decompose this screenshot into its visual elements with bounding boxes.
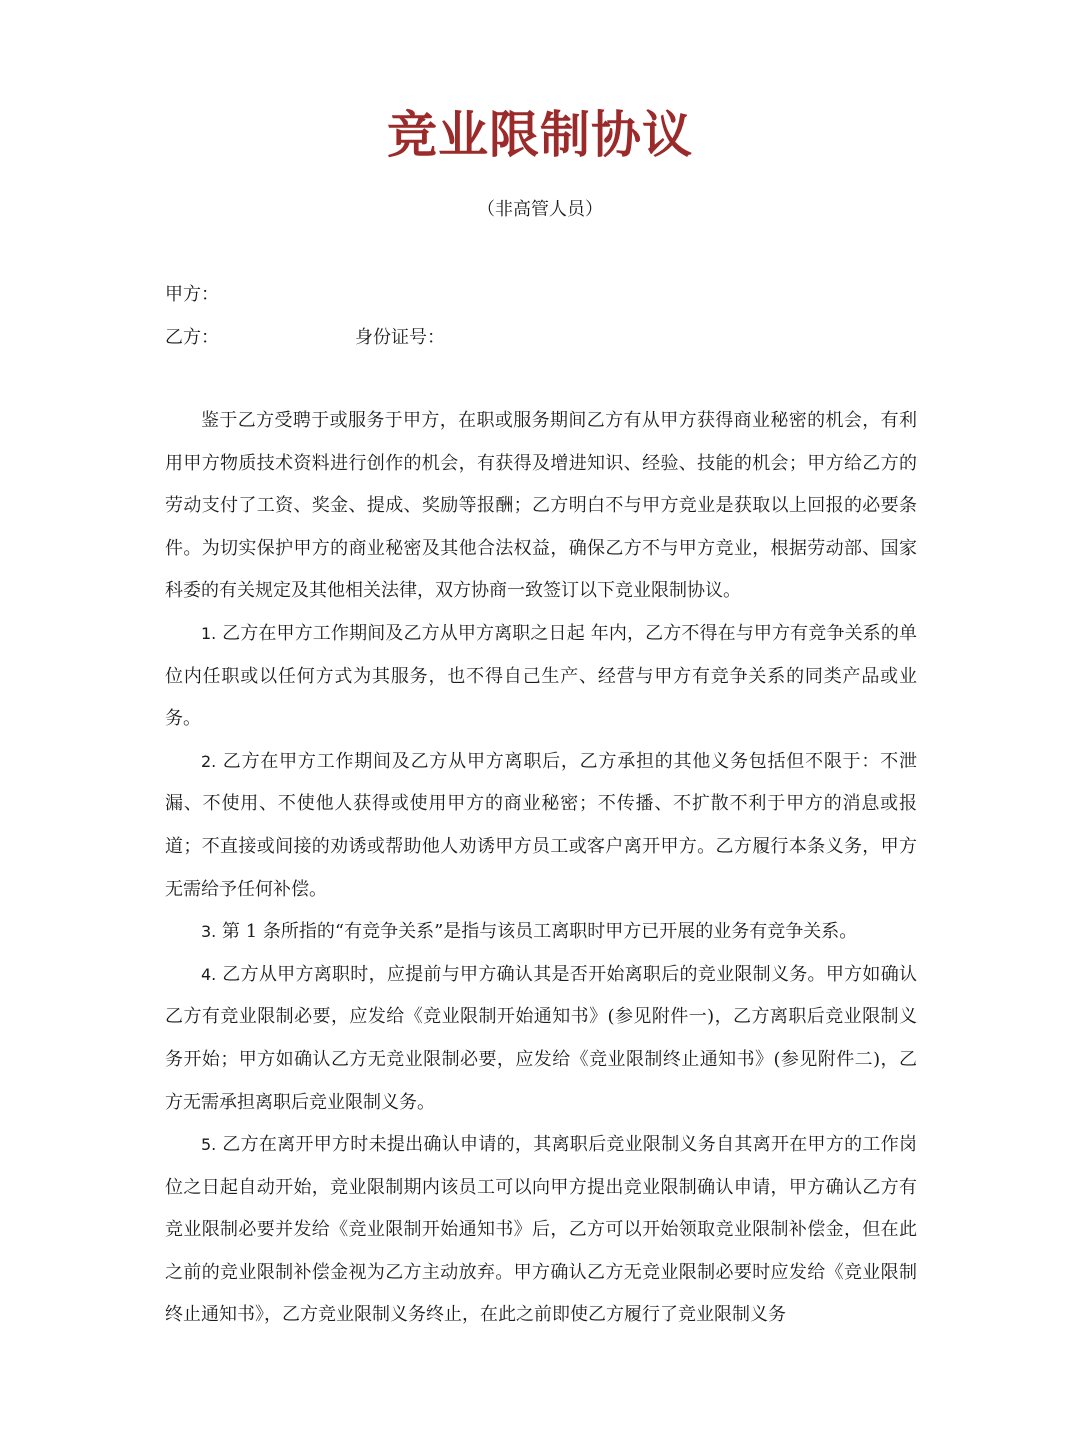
clause-number: 1.	[201, 623, 217, 643]
document-body	[165, 400, 917, 1337]
party-a-label: 甲方：	[165, 284, 219, 305]
clause-text: 第 1 条所指的“有竞争关系”是指与该员工离职时甲方已开展的业务有竞争关系。	[222, 921, 858, 943]
clause-text: 乙方在甲方工作期间及乙方从甲方离职之日起 年内，乙方不得在与甲方有竞争关系的单位内任职或以任何方式为其服务，也不得自己生产、经营与甲方有竞争关系的同类产品或业务。	[165, 622, 917, 730]
clause-4	[165, 954, 917, 1124]
preamble-paragraph: 鉴于乙方受聘于或服务于甲方，在职或服务期间乙方有从甲方获得商业秘密的机会，有利用甲方物质技术资料进行创作的机会，有获得及增进知识、经验、技能的机会；甲方给乙方的劳动支付了工资、奖金、提成、奖励等报酬；乙方明白不与甲方竞业是获取以上回报的必要条件。为切实保护甲方的商业秘密及其他合法权益，确保乙方不与甲方竞业，根据劳动部、国家科委的有关规定及其他相关法律，双方协商一致签订以下竞业限制协议。	[165, 410, 917, 602]
document-subtitle: （非高管人员）	[477, 199, 603, 220]
clause-5	[165, 1124, 917, 1337]
party-b-label: 乙方：	[165, 327, 219, 348]
clause-3	[165, 911, 917, 954]
clause-2	[165, 741, 917, 911]
clause-text: 乙方在甲方工作期间及乙方从甲方离职后，乙方承担的其他义务包括但不限于：不泄漏、不使用、不使他人获得或使用甲方的商业秘密；不传播、不扩散不利于甲方的消息或报道；不直接或间接的劝诱或帮助他人劝诱甲方员工或客户离开甲方。乙方履行本条义务，甲方无需给予任何补偿。	[165, 750, 917, 900]
document-title: 竞业限制协议	[387, 106, 693, 164]
clause-number: 3.	[201, 922, 217, 942]
clause-1	[165, 613, 917, 741]
clause-text: 乙方从甲方离职时，应提前与甲方确认其是否开始离职后的竞业限制义务。甲方如确认乙方有竞业限制必要，应发给《竞业限制开始通知书》(参见附件一)，乙方离职后竞业限制义务开始；甲方如确认乙方无竞业限制必要，应发给《竞业限制终止通知书》(参见附件二)，乙方无需承担离职后竞业限制义务。	[165, 963, 917, 1113]
id-number-label: 身份证号：	[355, 327, 445, 348]
clause-number: 2.	[201, 751, 217, 771]
clause-number: 5.	[201, 1135, 217, 1155]
clause-text: 乙方在离开甲方时未提出确认申请的，其离职后竞业限制义务自其离开在甲方的工作岗位之日起自动开始，竞业限制期内该员工可以向甲方提出竞业限制确认申请，甲方确认乙方有竞业限制必要并发给《竞业限制开始通知书》后，乙方可以开始领取竞业限制补偿金，但在此之前的竞业限制补偿金视为乙方主动放弃。甲方确认乙方无竞业限制必要时应发给《竞业限制终止通知书》，乙方竞业限制义务终止，在此之前即使乙方履行了竞业限制义务	[165, 1134, 917, 1326]
clause-number: 4.	[201, 964, 217, 984]
